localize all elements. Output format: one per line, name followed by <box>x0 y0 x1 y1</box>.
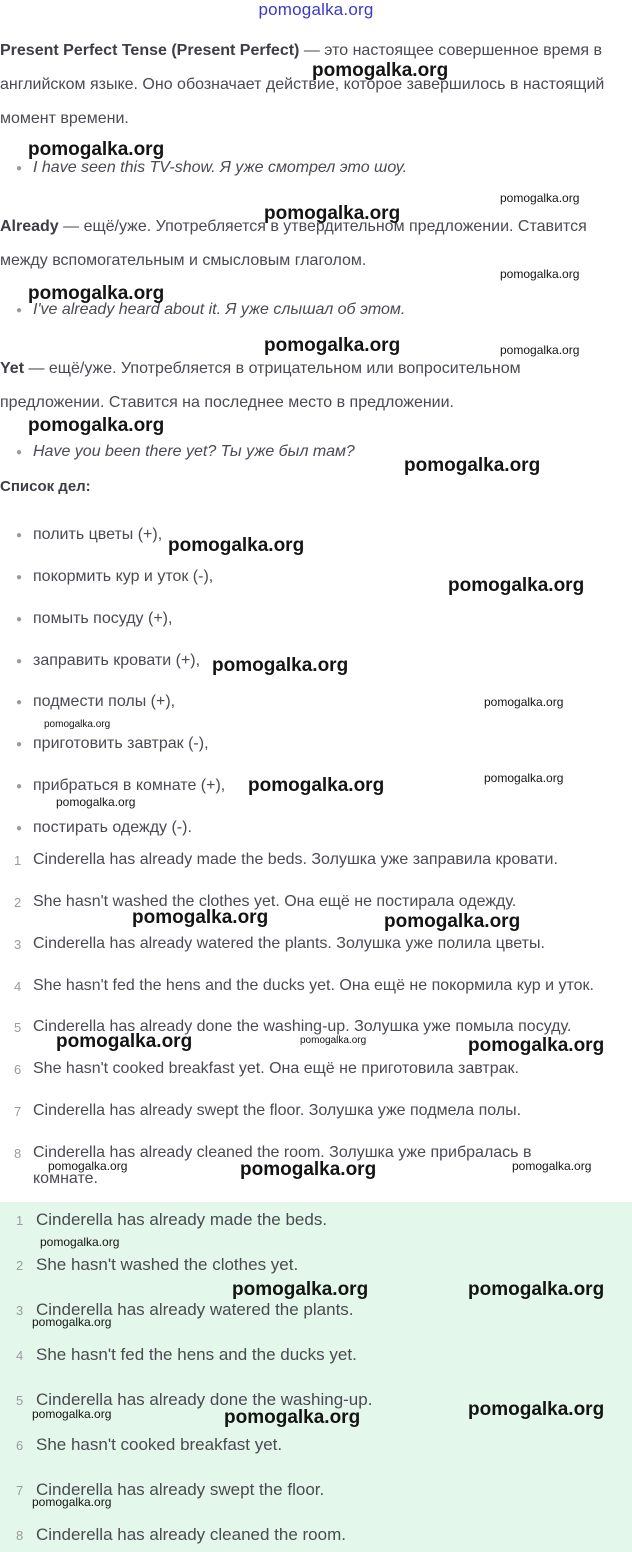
answer-number: 6 <box>14 1062 22 1077</box>
watermark: pomogalka.org <box>132 907 269 928</box>
answer-number: 7 <box>14 1104 22 1119</box>
yet-desc: — ещё/уже. Употребляется в отрицательном или вопросительном предложении. Ставится на последнее место в предложении. <box>0 360 521 411</box>
answer-item: Cinderella has already swept the floor. Золушка уже подмела полы. <box>33 1102 522 1119</box>
watermark: pomogalka.org <box>232 1279 369 1300</box>
todo-item: постирать одежду (-). <box>33 819 192 836</box>
todo-item: помыть посуду (+), <box>33 610 173 627</box>
watermark: pomogalka.org <box>32 1315 112 1329</box>
watermark: pomogalka.org <box>48 1159 128 1173</box>
answer-en-item: She hasn't cooked breakfast yet. <box>36 1435 283 1454</box>
bullet-dot: ● <box>16 781 23 792</box>
watermark: pomogalka.org <box>56 1031 193 1052</box>
already-term: Already <box>0 218 59 235</box>
answer-number: 6 <box>16 1438 24 1453</box>
answer-en-item: She hasn't washed the clothes yet. <box>36 1255 299 1274</box>
yet-definition <box>0 352 626 420</box>
answer-item: She hasn't cooked breakfast yet. Она ещё не приготовила завтрак. <box>33 1060 519 1077</box>
bullet-dot: ● <box>16 697 23 708</box>
answer-item: She hasn't washed the clothes yet. Она ещё не постирала одежду. <box>33 893 517 910</box>
watermark: pomogalka.org <box>28 283 165 304</box>
answer-number: 5 <box>14 1020 22 1035</box>
watermark: pomogalka.org <box>484 695 564 709</box>
answer-item: Cinderella has already made the beds. Золушка уже заправила кровати. <box>33 851 558 868</box>
already-desc: — ещё/уже. Употребляется в утвердительном предложении. Ставится между вспомогательным и смысловым глаголом. <box>0 218 587 269</box>
watermark: pomogalka.org <box>384 911 521 932</box>
watermark: pomogalka.org <box>500 343 580 357</box>
answer-en-item: Cinderella has already watered the plants. <box>36 1300 354 1319</box>
watermark: pomogalka.org <box>448 575 585 596</box>
bullet-dot: ● <box>16 530 23 541</box>
present-perfect-example: I have seen this TV-show. Я уже смотрел это шоу. <box>33 159 408 176</box>
answer-number: 1 <box>14 853 22 868</box>
yet-example: Have you been there yet? Ты уже был там? <box>33 443 355 460</box>
watermark: pomogalka.org <box>312 60 449 81</box>
answer-item: Cinderella has already cleaned the room. Золушка уже прибралась в комнате. <box>33 1144 532 1187</box>
todo-item: приготовить завтрак (-), <box>33 735 209 752</box>
todo-item: подмести полы (+), <box>33 693 176 710</box>
answer-number: 1 <box>16 1213 24 1228</box>
watermark: pomogalka.org <box>224 1407 361 1428</box>
answer-en-item: She hasn't fed the hens and the ducks yet. <box>36 1345 357 1364</box>
todo-item: прибраться в комнате (+), <box>33 777 226 794</box>
todo-item: покормить кур и уток (-), <box>33 568 214 585</box>
watermark: pomogalka.org <box>484 771 564 785</box>
watermark: pomogalka.org <box>240 1159 377 1180</box>
present-perfect-definition <box>0 34 626 136</box>
watermark: pomogalka.org <box>168 535 305 556</box>
bullet-dot: ● <box>16 447 23 458</box>
answer-number: 7 <box>16 1483 24 1498</box>
bullet-dot: ● <box>16 823 23 834</box>
already-example: I've already heard about it. Я уже слышал об этом. <box>33 301 406 318</box>
watermark: pomogalka.org <box>468 1035 605 1056</box>
bullet-dot: ● <box>16 572 23 583</box>
watermark: pomogalka.org <box>28 415 165 436</box>
watermark: pomogalka.org <box>500 191 580 205</box>
watermark: pomogalka.org <box>248 775 385 796</box>
watermark: pomogalka.org <box>300 1035 367 1046</box>
answer-en-item: Cinderella has already made the beds. <box>36 1210 328 1229</box>
watermark: pomogalka.org <box>40 1235 120 1249</box>
answer-number: 4 <box>16 1348 24 1363</box>
watermark: pomogalka.org <box>468 1279 605 1300</box>
watermark: pomogalka.org <box>44 719 111 730</box>
watermark: pomogalka.org <box>264 203 401 224</box>
watermark: pomogalka.org <box>512 1159 592 1173</box>
watermark: pomogalka.org <box>404 455 541 476</box>
bullet-dot: ● <box>16 305 23 316</box>
answer-en-item: Cinderella has already cleaned the room. <box>36 1525 346 1544</box>
watermark: pomogalka.org <box>28 139 165 160</box>
answer-item: Cinderella has already done the washing-up. Золушка уже помыла посуду. <box>33 1018 572 1035</box>
watermark: pomogalka.org <box>500 267 580 281</box>
answer-item: She hasn't fed the hens and the ducks yet. Она ещё не покормила кур и уток. <box>33 977 594 994</box>
watermark: pomogalka.org <box>468 1399 605 1420</box>
bullet-dot: ● <box>16 614 23 625</box>
answer-number: 5 <box>16 1393 24 1408</box>
answer-number: 4 <box>14 979 22 994</box>
answer-number: 3 <box>16 1303 24 1318</box>
bullet-dot: ● <box>16 739 23 750</box>
bullet-dot: ● <box>16 656 23 667</box>
present-perfect-desc: — это настоящее совершенное время в английском языке. Оно обозначает действие, которое завершилось в настоящий момент времени. <box>0 42 605 127</box>
watermark: pomogalka.org <box>32 1407 112 1421</box>
present-perfect-term: Present Perfect Tense (Present Perfect) <box>0 42 300 59</box>
watermark: pomogalka.org <box>264 335 401 356</box>
todo-item: полить цветы (+), <box>33 526 163 543</box>
answer-item: Cinderella has already watered the plants. Золушка уже полила цветы. <box>33 935 545 952</box>
todo-heading: Список дел: <box>0 478 91 495</box>
answer-number: 2 <box>16 1258 24 1273</box>
answer-number: 3 <box>14 937 22 952</box>
site-link[interactable]: pomogalka.org <box>258 0 374 19</box>
answer-number: 2 <box>14 895 22 910</box>
watermark: pomogalka.org <box>212 655 349 676</box>
bullet-dot: ● <box>16 163 23 174</box>
answer-en-item: Cinderella has already done the washing-up. <box>36 1390 373 1409</box>
answer-number: 8 <box>14 1146 22 1161</box>
yet-term: Yet <box>0 360 25 377</box>
todo-item: заправить кровати (+), <box>33 652 201 669</box>
answer-en-item: Cinderella has already swept the floor. <box>36 1480 325 1499</box>
answer-number: 8 <box>16 1528 24 1543</box>
watermark: pomogalka.org <box>56 795 136 809</box>
watermark: pomogalka.org <box>32 1495 112 1509</box>
